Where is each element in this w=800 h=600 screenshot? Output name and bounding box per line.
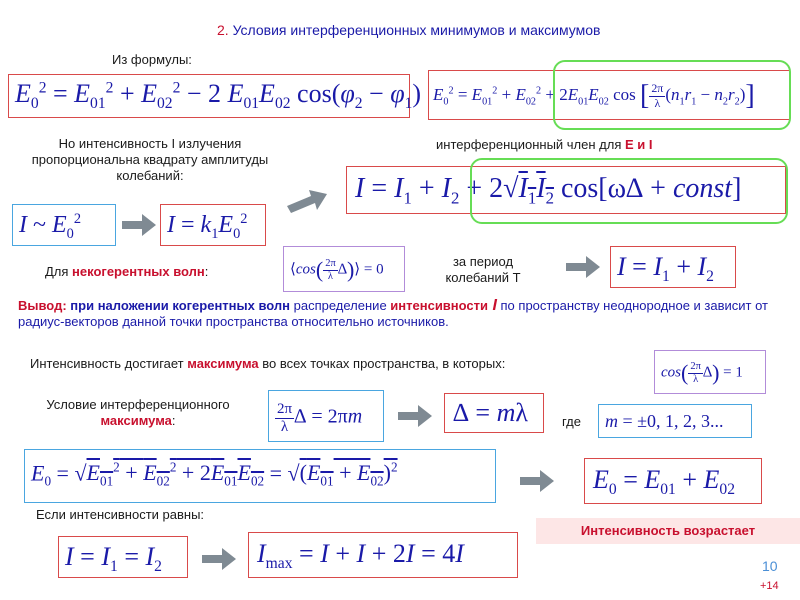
formula-imax: $I_{max} = I + I + 2I = 4I$ [257, 539, 464, 573]
formula-box-m-values [598, 404, 752, 438]
conclusion-label: Вывод: [18, 298, 67, 313]
formula-box-cos-one [654, 350, 766, 394]
formula-m-values: m = ±0, 1, 2, 3... [605, 411, 724, 431]
interference-term-prefix: интерференционный член для [436, 137, 622, 152]
incoherent-prefix: Для [45, 264, 73, 279]
formula-box-imax [248, 532, 518, 578]
formula-proportional: I ~ $E_0^2$ [19, 211, 82, 242]
formula-path: $E_0^2 = E_{01}^2 + E_{02}^2 + 2E_{01}E_{02}$ cos [ $\frac{2\pi}{\lambda}$ $(n_1r_1 - n_2r_2)$] [433, 80, 755, 111]
conclusion-symbol: I [488, 297, 497, 314]
over-period-label: за период колебаний T [445, 254, 521, 285]
max-condition-label [22, 397, 254, 429]
formula-max-condition: $\frac{2\pi}{\lambda}$ ∆ = 2πm [277, 401, 363, 435]
formula-delta: ∆ = mλ [453, 398, 528, 427]
formula-kE: $I = k_1E_0^2$ [167, 211, 248, 242]
formula-amplitude: $E_0^2 = E_{01}^2 + E_{02}^2 - 2$ $E_{01}E_{02}$ $\cos(\varphi_2 - \varphi_1)$ [15, 79, 422, 113]
incoherent-label [45, 264, 208, 280]
title-text: Условия интерференционных минимумов и максимумов [232, 22, 601, 38]
max-suffix: во всех точках пространства, в которых: [258, 356, 506, 371]
max-condition-line1: Условие интерференционного [46, 397, 230, 412]
max-intensity-line [30, 356, 505, 372]
from-formula-label: Из формулы: [112, 52, 192, 67]
formula-box-e0-sum [584, 458, 762, 504]
conclusion-bold2: интенсивности [390, 298, 489, 313]
max-condition-colon: : [171, 413, 176, 428]
page-extra: +14 [760, 580, 779, 592]
arrow-right-icon [122, 214, 156, 236]
page-number: 10 [762, 558, 778, 574]
formula-e0-sum: $E_0 = E_{01} + E_{02}$ [593, 465, 735, 499]
formula-intensity: $I = I_1 + I_2 + 2√I_1I_2$ cos[ω∆ + const] [355, 173, 742, 208]
arrow-right-icon [566, 256, 600, 278]
max-highlight: максимума [187, 356, 259, 371]
conclusion-text2: по пространству неоднородное и зависит от радиус-векторов данной точки пространства относительно источников. [18, 298, 768, 329]
arrow-right-icon [202, 548, 236, 570]
intensity-grows-banner [536, 518, 800, 544]
interference-term-symbols: E и I [625, 137, 653, 152]
formula-box-amplitude-sum [24, 449, 496, 503]
title-number: 2. [217, 22, 229, 38]
formula-cos-one: cos( $\frac{2\pi}{\lambda}$ ∆) = 1 [661, 360, 743, 385]
max-condition-line2: максимума [100, 413, 172, 428]
conclusion-bold1: при наложении когерентных волн [70, 298, 291, 313]
slide-title [217, 22, 600, 38]
arrow-right-icon [398, 405, 432, 427]
if-equal-label: Если интенсивности равны: [36, 507, 205, 522]
conclusion-text1: распределение [290, 298, 391, 313]
where-label: где [562, 414, 581, 429]
intensity-grows-text: Интенсивность возрастает [580, 523, 756, 538]
formula-equal: $I = I_1 = I_2$ [65, 542, 162, 576]
formula-box-incoherent-sum [610, 246, 736, 288]
arrow-right-icon [520, 470, 554, 492]
formula-box-max-condition [268, 390, 384, 442]
intensity-note [20, 136, 280, 184]
formula-box-proportional [12, 204, 116, 246]
max-prefix: Интенсивность достигает [30, 356, 188, 371]
formula-box-equal [58, 536, 188, 578]
interference-term-label [436, 137, 696, 153]
cosine-term-highlight [470, 158, 788, 224]
incoherent-suffix: : [204, 264, 209, 279]
formula-box-amplitude [8, 74, 422, 118]
formula-amplitude-sum: $E_0 = √E_{01}^2 + E_{02}^2 + 2E_{01}E_{02} = √(E_{01} + E_{02})^2$ [31, 460, 398, 489]
formula-box-delta [444, 393, 544, 433]
formula-box-kE [160, 204, 266, 246]
arrow-right-icon [287, 190, 327, 216]
formula-box-cos-average [283, 246, 405, 292]
conclusion-paragraph [18, 298, 788, 330]
intensity-note-text: Но интенсивность I излучения пропорциональна квадрату амплитуды колебаний: [31, 136, 269, 183]
incoherent-highlight: некогерентных волн [72, 264, 205, 279]
formula-incoherent-sum: $I = I_1 + I_2$ [617, 252, 714, 286]
formula-cos-average: ⟨cos( $\frac{2\pi}{\lambda}$ ∆)⟩ = 0 [290, 257, 384, 282]
interference-term-highlight [553, 60, 791, 130]
